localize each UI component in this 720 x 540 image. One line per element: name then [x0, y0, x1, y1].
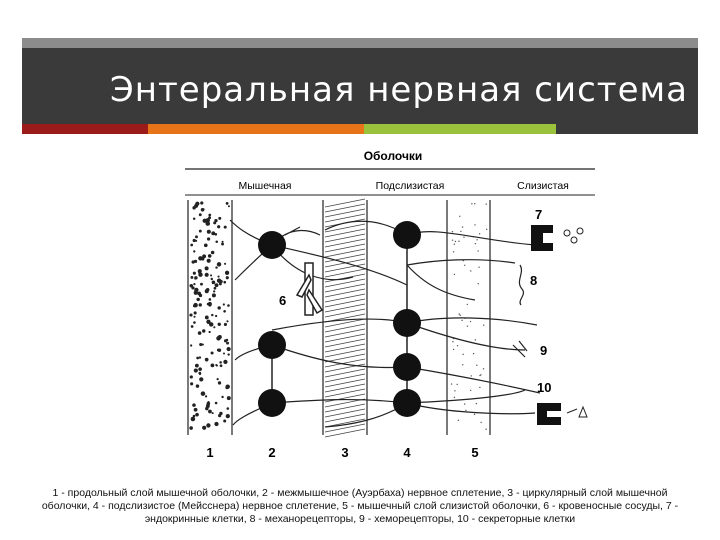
ganglion [258, 331, 286, 359]
label-10: 10 [537, 380, 552, 395]
stripe-orange [148, 124, 364, 134]
layer-number-4: 4 [403, 445, 411, 460]
endocrine-cell [531, 225, 583, 251]
stripe-red [22, 124, 148, 134]
ganglion [393, 309, 421, 337]
auerbach-ganglia [258, 231, 286, 417]
secretory-cell [537, 403, 587, 425]
enteric-nervous-system-diagram [175, 145, 605, 470]
ganglion [393, 221, 421, 249]
layer-number-5: 5 [471, 445, 479, 460]
layer-number-3: 3 [341, 445, 349, 460]
membrane-mucosa-label: Слизистая [517, 180, 569, 192]
title-bar [22, 48, 698, 124]
layer-longitudinal-muscle [188, 200, 232, 435]
ganglion [258, 389, 286, 417]
layer-number-1: 1 [206, 445, 214, 460]
accent-stripes [22, 124, 698, 134]
chemoreceptor [513, 341, 527, 357]
stripe-green [364, 124, 556, 134]
membrane-submucosa-label: Подслизистая [375, 180, 445, 192]
label-6: 6 [279, 293, 287, 308]
slide-title: Энтеральная нервная система [110, 70, 688, 110]
label-9: 9 [540, 343, 548, 358]
mechanoreceptor [519, 265, 523, 305]
label-8: 8 [530, 273, 538, 288]
membrane-muscular-label: Мышечная [238, 180, 292, 192]
label-7: 7 [535, 207, 543, 222]
title-top-line [22, 38, 698, 48]
ganglion [393, 353, 421, 381]
ganglion [393, 389, 421, 417]
diagram-header: Оболочки [363, 149, 423, 163]
figure-caption: 1 - продольный слой мышечной оболочки, 2 - межмышечное (Ауэрбаха) нервное сплетение, 3 - циркулярный слой мышечной оболочки, 4 - подслизистое (Мейсснера) нервное сплетение, 5 - мышечный слой слизистой оболочки, 6 - кровеносные сосуды, 7 - эндокринные клетки, 8 - механорецепторы, 9 - хеморецепторы, 10 - секреторные клетки [41, 487, 679, 525]
stripe-gray [556, 124, 698, 134]
layer-number-2: 2 [268, 445, 276, 460]
layer-circular-muscle [323, 199, 367, 437]
ganglion [258, 231, 286, 259]
